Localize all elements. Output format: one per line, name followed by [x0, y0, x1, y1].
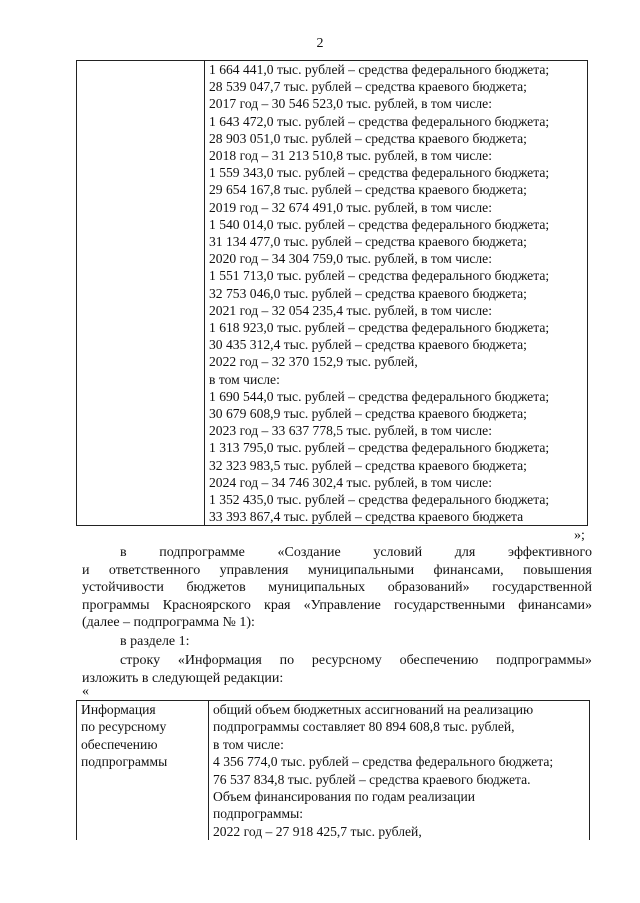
funding-line: 1 559 343,0 тыс. рублей – средства федерального бюджета;	[209, 165, 550, 181]
table-right-cell	[205, 61, 588, 526]
word: управления	[219, 562, 289, 578]
funding-line: 1 313 795,0 тыс. рублей – средства федерального бюджета;	[209, 440, 550, 456]
label-line: по ресурсному	[81, 719, 167, 735]
funding-line: 1 664 441,0 тыс. рублей – средства федерального бюджета;	[209, 62, 550, 77]
funding-line: 2022 год – 27 918 425,7 тыс. рублей,	[213, 823, 422, 839]
funding-line: 76 537 834,8 тыс. рублей – средства краевого бюджета.	[213, 771, 531, 787]
label-line: подпрограммы	[81, 754, 168, 770]
word: ресурсному	[311, 653, 382, 668]
subprogram-paragraph	[82, 544, 592, 632]
resource-info-label-cell	[77, 701, 209, 841]
funding-line: 2020 год – 34 304 759,0 тыс. рублей, в том числе:	[209, 251, 492, 267]
word: строку	[120, 653, 161, 668]
word: устойчивости	[82, 580, 164, 595]
paragraph-line	[82, 562, 592, 580]
paragraph-line	[82, 544, 592, 562]
word: «Управление	[303, 597, 381, 613]
funding-line: 1 352 435,0 тыс. рублей – средства федерального бюджета;	[209, 492, 550, 508]
word: обеспечению	[399, 653, 479, 668]
funding-line: в том числе:	[209, 371, 280, 387]
funding-line: 32 323 983,5 тыс. рублей – средства краевого бюджета;	[209, 457, 527, 473]
word: края	[264, 597, 291, 613]
paragraph-line: (далее – подпрограмма № 1):	[82, 615, 255, 630]
word: повышения	[523, 562, 592, 578]
paragraph-line: изложить в следующей редакции:	[82, 670, 284, 686]
word: и	[82, 562, 90, 578]
funding-table-continued	[76, 60, 588, 526]
opening-quote: «	[82, 684, 89, 699]
word: «Информация	[177, 653, 262, 668]
funding-line: 2023 год – 33 637 778,5 тыс. рублей, в том числе:	[209, 423, 492, 439]
word: бюджетов	[186, 580, 246, 595]
funding-line: Объем финансирования по годам реализации	[213, 789, 475, 805]
word: финансами»	[518, 597, 592, 613]
closing-quote: »;	[574, 528, 585, 543]
funding-line: 1 551 713,0 тыс. рублей – средства федерального бюджета;	[209, 268, 550, 284]
funding-line: 30 435 312,4 тыс. рублей – средства краевого бюджета;	[209, 337, 527, 353]
funding-line: 2024 год – 34 746 302,4 тыс. рублей, в том числе:	[209, 474, 492, 490]
resource-info-lines	[209, 701, 589, 840]
page-number: 2	[316, 36, 324, 51]
word: по	[279, 653, 295, 668]
instruction-paragraph	[82, 652, 592, 687]
word: программы	[82, 597, 150, 613]
resource-info-value-cell	[209, 701, 590, 841]
funding-line: 1 618 923,0 тыс. рублей – средства федерального бюджета;	[209, 320, 550, 336]
funding-line: 29 654 167,8 тыс. рублей – средства краевого бюджета;	[209, 182, 527, 198]
funding-line: 28 539 047,7 тыс. рублей – средства краевого бюджета;	[209, 79, 527, 95]
word: для	[454, 545, 476, 560]
word: муниципальных	[268, 580, 366, 595]
funding-line: 1 690 544,0 тыс. рублей – средства федерального бюджета;	[209, 388, 550, 404]
funding-line: 2019 год – 32 674 491,0 тыс. рублей, в том числе:	[209, 199, 492, 215]
funding-line: 1 540 014,0 тыс. рублей – средства федерального бюджета;	[209, 216, 550, 232]
funding-line: 1 643 472,0 тыс. рублей – средства федерального бюджета;	[209, 113, 550, 129]
resource-info-table	[76, 700, 590, 840]
funding-line: 30 679 608,9 тыс. рублей – средства краевого бюджета;	[209, 406, 527, 422]
funding-line: 33 393 867,4 тыс. рублей – средства краевого бюджета	[209, 509, 524, 525]
word: государственными	[394, 597, 506, 613]
table-left-cell-empty	[77, 61, 205, 526]
funding-line: 31 134 477,0 тыс. рублей – средства краевого бюджета;	[209, 234, 527, 250]
paragraph-line	[82, 597, 592, 615]
funding-line: 2018 год – 31 213 510,8 тыс. рублей, в том числе:	[209, 148, 492, 164]
funding-line: 2022 год – 32 370 152,9 тыс. рублей,	[209, 354, 418, 370]
word: Красноярского	[162, 597, 251, 613]
word: условий	[373, 545, 423, 560]
funding-line: 2017 год – 30 546 523,0 тыс. рублей, в том числе:	[209, 96, 492, 112]
word: ответственного	[108, 562, 201, 578]
word: образований»	[387, 580, 470, 595]
funding-line: подпрограммы:	[213, 806, 303, 822]
word: «Создание	[277, 545, 341, 560]
word: финансами,	[433, 562, 504, 578]
word: эффективного	[508, 545, 592, 560]
funding-line: подпрограммы составляет 80 894 608,8 тыс. рублей,	[213, 719, 515, 735]
word: в	[120, 545, 127, 560]
label-line: Информация	[81, 702, 156, 717]
funding-lines	[205, 61, 587, 525]
funding-line: в том числе:	[213, 736, 284, 752]
word: подпрограммы»	[496, 653, 592, 668]
funding-line: 2021 год – 32 054 235,4 тыс. рублей, в том числе:	[209, 302, 492, 318]
section-paragraph: в разделе 1:	[120, 634, 190, 649]
label-line: обеспечению	[81, 736, 158, 752]
paragraph-line	[82, 579, 592, 597]
funding-line: общий объем бюджетных ассигнований на реализацию	[213, 702, 534, 717]
word: подпрограмме	[159, 545, 245, 560]
funding-line: 28 903 051,0 тыс. рублей – средства краевого бюджета;	[209, 130, 527, 146]
funding-line: 4 356 774,0 тыс. рублей – средства федерального бюджета;	[213, 754, 554, 770]
word: муниципальными	[307, 562, 415, 578]
funding-line: 32 753 046,0 тыс. рублей – средства краевого бюджета;	[209, 285, 527, 301]
resource-info-label	[77, 701, 208, 771]
word: государственной	[492, 580, 592, 595]
paragraph-line	[82, 652, 592, 670]
